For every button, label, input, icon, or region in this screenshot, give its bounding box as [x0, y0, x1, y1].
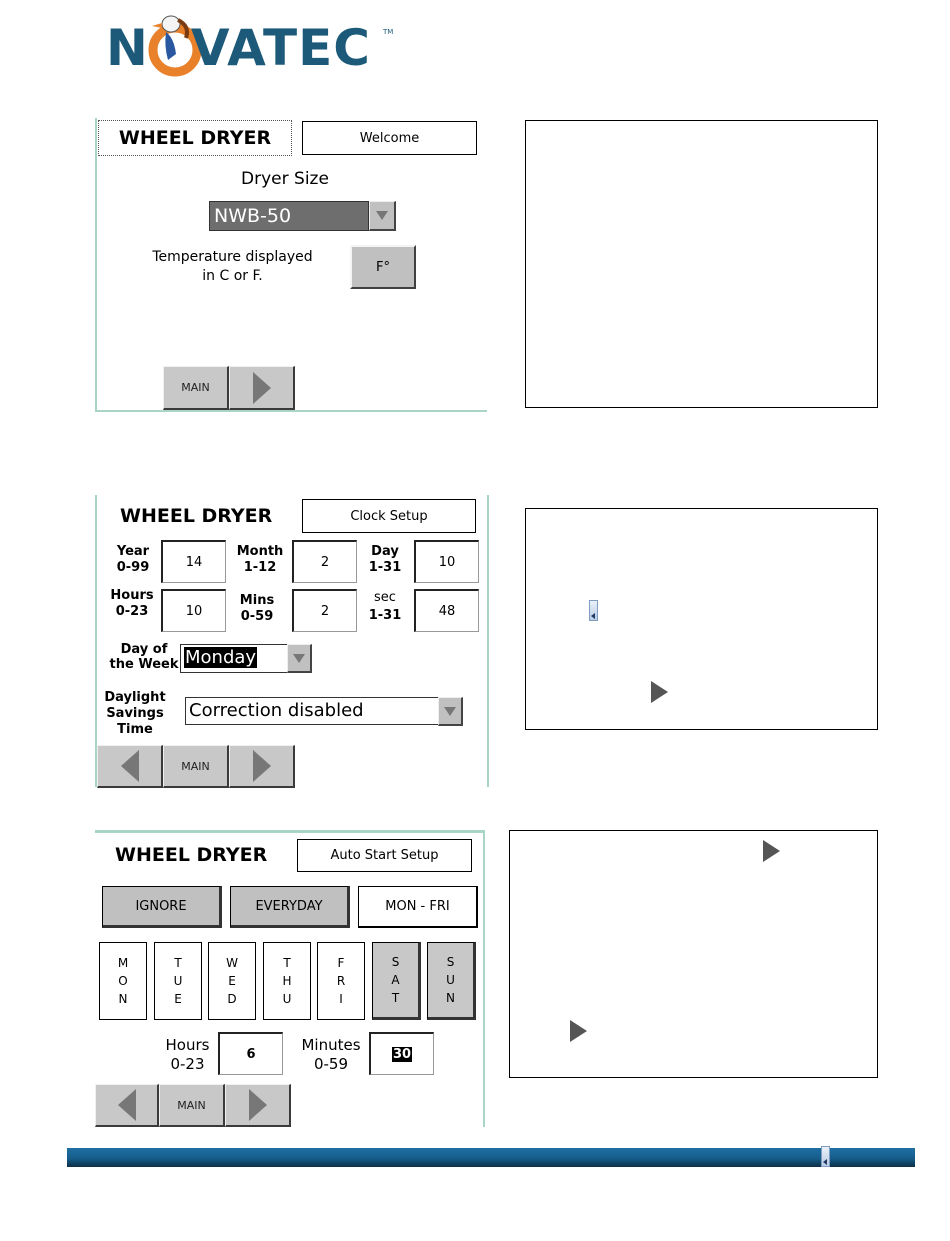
auto-minutes-label: Minutes	[301, 1036, 361, 1054]
year-label: Year	[116, 544, 150, 559]
footer-bar	[67, 1148, 915, 1167]
day-letter: D	[227, 992, 237, 1006]
day-of-week-value: Monday	[185, 647, 257, 668]
day-letter: U	[446, 973, 455, 987]
welcome-button[interactable]: Welcome	[302, 121, 477, 155]
day-letter: A	[391, 973, 400, 987]
day-letter: S	[446, 955, 455, 969]
temp-label-line1: Temperature displayed	[152, 249, 313, 265]
day-letter: N	[118, 992, 128, 1006]
main-button[interactable]: MAIN	[163, 745, 229, 788]
arrow-right-icon	[253, 372, 271, 404]
arrow-right-icon	[763, 840, 780, 862]
auto-hours-range: 0-23	[170, 1055, 205, 1073]
month-label: Month	[236, 544, 284, 559]
screen2-title: WHEEL DRYER	[120, 505, 273, 527]
auto-minutes-field[interactable]	[369, 1032, 434, 1075]
prev-button[interactable]	[95, 1084, 159, 1127]
day-letter: U	[282, 992, 292, 1006]
prev-button[interactable]	[97, 745, 163, 788]
day-letter: N	[446, 991, 455, 1005]
everyday-button[interactable]: EVERYDAY	[230, 886, 350, 928]
day-of-week-label-line2: the Week	[109, 657, 179, 672]
day-field[interactable]: 10	[414, 540, 479, 583]
screen1-description-box	[525, 120, 878, 408]
screen1-title: WHEEL DRYER	[98, 120, 292, 156]
main-button[interactable]: MAIN	[163, 366, 229, 410]
day-letter: T	[391, 991, 400, 1005]
year-range: 0-99	[116, 560, 150, 575]
temp-label-line2: in C or F.	[202, 268, 263, 284]
logo-trademark: TM	[383, 28, 394, 36]
day-button-sat[interactable]	[372, 942, 421, 1020]
day-letter: T	[174, 956, 182, 970]
day-range: 1-31	[368, 560, 402, 575]
clock-setup-button[interactable]: Clock Setup	[302, 499, 476, 533]
sec-field[interactable]: 48	[414, 589, 479, 632]
next-button[interactable]	[229, 745, 295, 788]
day-letter: M	[117, 956, 129, 970]
day-button-mon[interactable]	[99, 942, 147, 1020]
screen3-description-box	[509, 830, 878, 1078]
day-letter: E	[228, 974, 236, 988]
dst-select[interactable]: Correction disabled	[185, 697, 439, 725]
screen-clock-setup	[95, 495, 489, 787]
dryer-size-select[interactable]: NWB-50	[209, 201, 369, 231]
dst-label-line2: Savings	[106, 706, 164, 721]
mins-field[interactable]: 2	[292, 589, 357, 632]
auto-start-setup-button[interactable]: Auto Start Setup	[297, 839, 472, 872]
day-letter: O	[118, 974, 128, 988]
ignore-button[interactable]: IGNORE	[102, 886, 222, 928]
day-of-week-label-line1: Day of	[120, 642, 168, 657]
day-letter: E	[174, 992, 182, 1006]
dst-label-line3: Time	[117, 722, 153, 737]
month-range: 1-12	[243, 560, 277, 575]
day-of-week-dropdown-icon[interactable]	[287, 644, 312, 673]
next-button[interactable]	[225, 1084, 291, 1127]
day-of-week-select[interactable]	[180, 644, 288, 673]
scroll-left-icon[interactable]	[589, 600, 598, 621]
hours-label: Hours	[110, 588, 154, 603]
day-letter: R	[336, 974, 346, 988]
year-field[interactable]: 14	[161, 540, 226, 583]
day-letter: F	[337, 956, 345, 970]
scroll-left-icon[interactable]	[821, 1146, 830, 1167]
day-button-tue[interactable]	[154, 942, 202, 1020]
screen2-description-box	[525, 508, 878, 730]
auto-minutes-value: 30	[392, 1046, 412, 1062]
auto-hours-label: Hours	[165, 1036, 210, 1054]
arrow-right-icon	[253, 750, 271, 782]
day-letter: S	[391, 955, 400, 969]
day-letter: I	[339, 992, 343, 1006]
mins-label: Mins	[239, 593, 275, 608]
arrow-left-icon	[121, 750, 139, 782]
hours-range: 0-23	[115, 604, 149, 619]
auto-minutes-range: 0-59	[313, 1055, 349, 1073]
day-button-wed[interactable]	[208, 942, 256, 1020]
sec-range: 1-31	[368, 608, 402, 623]
month-field[interactable]: 2	[292, 540, 357, 583]
hours-field[interactable]: 10	[161, 589, 226, 632]
day-button-sun[interactable]	[427, 942, 476, 1020]
dst-label-line1: Daylight	[104, 690, 166, 705]
day-letter: T	[283, 956, 291, 970]
arrow-right-icon	[651, 681, 668, 703]
dryer-size-label: Dryer Size	[241, 169, 329, 189]
auto-hours-field[interactable]: 6	[218, 1032, 283, 1075]
dst-dropdown-icon[interactable]	[438, 697, 463, 726]
next-button[interactable]	[229, 366, 295, 410]
day-letter: U	[173, 974, 183, 988]
arrow-left-icon	[118, 1089, 136, 1121]
day-button-thu[interactable]	[263, 942, 311, 1020]
temp-unit-button[interactable]: F°	[350, 245, 416, 289]
arrow-right-icon	[570, 1020, 587, 1042]
screen3-title: WHEEL DRYER	[115, 844, 268, 866]
day-letter: H	[282, 974, 292, 988]
sec-label: sec	[374, 590, 396, 605]
mins-range: 0-59	[240, 609, 274, 624]
arrow-right-icon	[249, 1089, 267, 1121]
day-button-fri[interactable]	[317, 942, 365, 1020]
dryer-size-dropdown-icon[interactable]	[369, 201, 396, 231]
mon-fri-button[interactable]: MON - FRI	[358, 886, 478, 928]
main-button[interactable]: MAIN	[159, 1084, 225, 1127]
day-label: Day	[371, 544, 399, 559]
logo-wordmark: N VATEC	[106, 19, 371, 77]
day-letter: W	[226, 956, 238, 970]
